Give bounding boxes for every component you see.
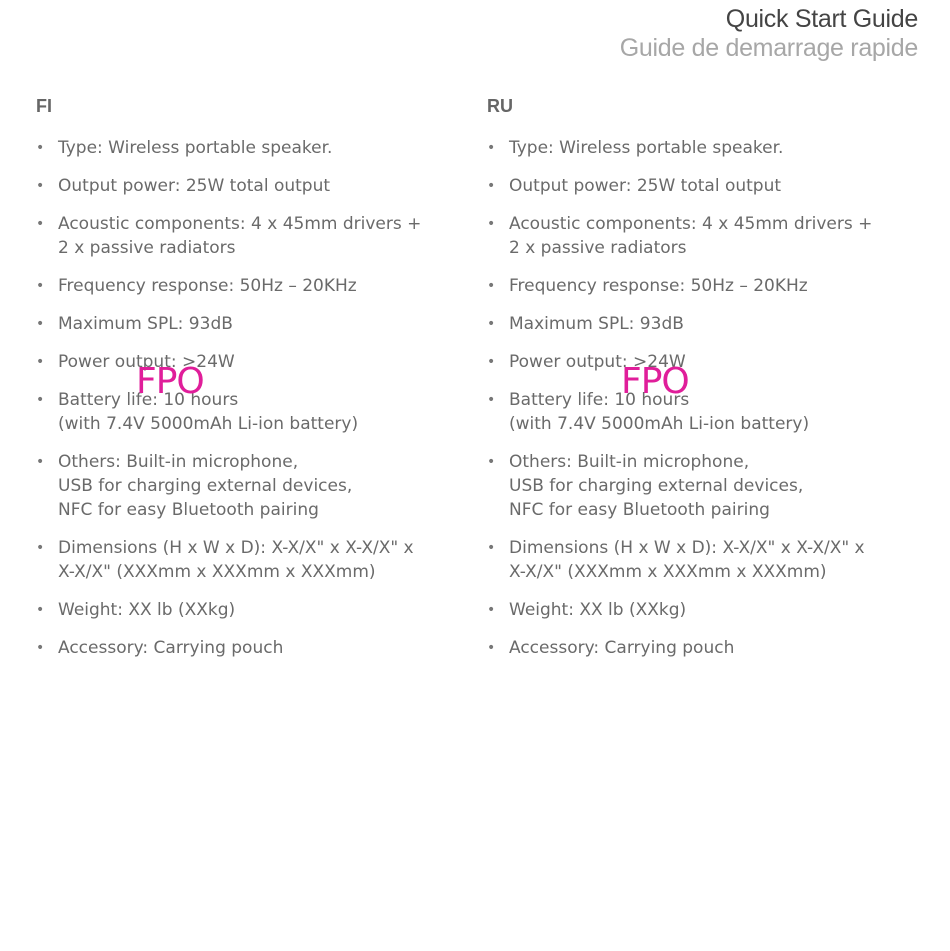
spec-text: Battery life: 10 hours (with 7.4V 5000mAh Li-ion battery) [509, 390, 810, 434]
bullet-icon: • [487, 278, 496, 294]
spec-text: Battery life: 10 hours (with 7.4V 5000mAh Li-ion battery) [58, 390, 359, 434]
bullet-icon: • [36, 178, 45, 194]
fpo-placeholder-mark: FPO [621, 361, 689, 402]
spec-list-item [36, 536, 466, 584]
spec-list-item [487, 450, 917, 522]
bullet-icon: • [36, 454, 45, 470]
spec-text: Frequency response: 50Hz – 20KHz [509, 276, 808, 296]
spec-list-item [36, 450, 466, 522]
spec-text: Frequency response: 50Hz – 20KHz [58, 276, 357, 296]
spec-list [36, 136, 466, 660]
spec-text: Power output: >24W [509, 352, 686, 372]
bullet-icon: • [36, 216, 45, 232]
bullet-icon: • [36, 354, 45, 370]
spec-text: Type: Wireless portable speaker. [58, 138, 333, 158]
spec-list-item [487, 388, 917, 436]
language-heading: FI [36, 96, 52, 116]
spec-text: Acoustic components: 4 x 45mm drivers + 2 x passive radiators [58, 214, 422, 258]
bullet-icon: • [36, 540, 45, 556]
spec-column-fi [36, 94, 466, 674]
spec-list-item [487, 136, 917, 160]
spec-list-item [487, 636, 917, 660]
bullet-icon: • [487, 392, 496, 408]
bullet-icon: • [36, 640, 45, 656]
spec-text: Weight: XX lb (XXkg) [509, 600, 687, 620]
spec-text: Maximum SPL: 93dB [58, 314, 233, 334]
spec-list-item [36, 274, 466, 298]
spec-list-item [487, 174, 917, 198]
spec-list-item [487, 536, 917, 584]
spec-text: Dimensions (H x W x D): X-X/X" x X-X/X" x X-X/X" (XXXmm x XXXmm x XXXmm) [509, 538, 865, 582]
spec-text: Output power: 25W total output [58, 176, 331, 196]
spec-list-item [487, 312, 917, 336]
spec-text: Accessory: Carrying pouch [509, 638, 735, 658]
bullet-icon: • [487, 354, 496, 370]
spec-text: Weight: XX lb (XXkg) [58, 600, 236, 620]
spec-list-item [36, 388, 466, 436]
spec-column-ru [487, 94, 917, 674]
spec-text: Dimensions (H x W x D): X-X/X" x X-X/X" x X-X/X" (XXXmm x XXXmm x XXXmm) [58, 538, 414, 582]
spec-list-item [36, 636, 466, 660]
page-subtitle: Guide de demarrage rapide [619, 34, 918, 62]
bullet-icon: • [487, 640, 496, 656]
bullet-icon: • [36, 140, 45, 156]
spec-text: Acoustic components: 4 x 45mm drivers + 2 x passive radiators [509, 214, 873, 258]
spec-text: Accessory: Carrying pouch [58, 638, 284, 658]
spec-list-item [36, 136, 466, 160]
bullet-icon: • [36, 316, 45, 332]
spec-text: Power output: >24W [58, 352, 235, 372]
spec-list-item [36, 350, 466, 374]
bullet-icon: • [36, 392, 45, 408]
spec-list-item [487, 212, 917, 260]
spec-list-item [36, 312, 466, 336]
spec-text: Type: Wireless portable speaker. [509, 138, 784, 158]
spec-list [487, 136, 917, 660]
spec-list-item [36, 174, 466, 198]
bullet-icon: • [487, 540, 496, 556]
spec-list-item [487, 598, 917, 622]
spec-list-item [487, 350, 917, 374]
language-heading: RU [487, 96, 513, 116]
spec-text: Output power: 25W total output [509, 176, 782, 196]
bullet-icon: • [487, 602, 496, 618]
spec-text: Others: Built-in microphone, USB for charging external devices, NFC for easy Bluetooth pairing [58, 452, 353, 520]
bullet-icon: • [487, 216, 496, 232]
bullet-icon: • [487, 454, 496, 470]
spec-text: Maximum SPL: 93dB [509, 314, 684, 334]
spec-list-item [487, 274, 917, 298]
bullet-icon: • [36, 278, 45, 294]
spec-list-item [36, 212, 466, 260]
bullet-icon: • [487, 178, 496, 194]
spec-text: Others: Built-in microphone, USB for charging external devices, NFC for easy Bluetooth pairing [509, 452, 804, 520]
bullet-icon: • [36, 602, 45, 618]
spec-list-item [36, 598, 466, 622]
bullet-icon: • [487, 316, 496, 332]
bullet-icon: • [487, 140, 496, 156]
fpo-placeholder-mark: FPO [136, 361, 204, 402]
page-title: Quick Start Guide [725, 5, 918, 33]
document-header [620, 4, 918, 62]
